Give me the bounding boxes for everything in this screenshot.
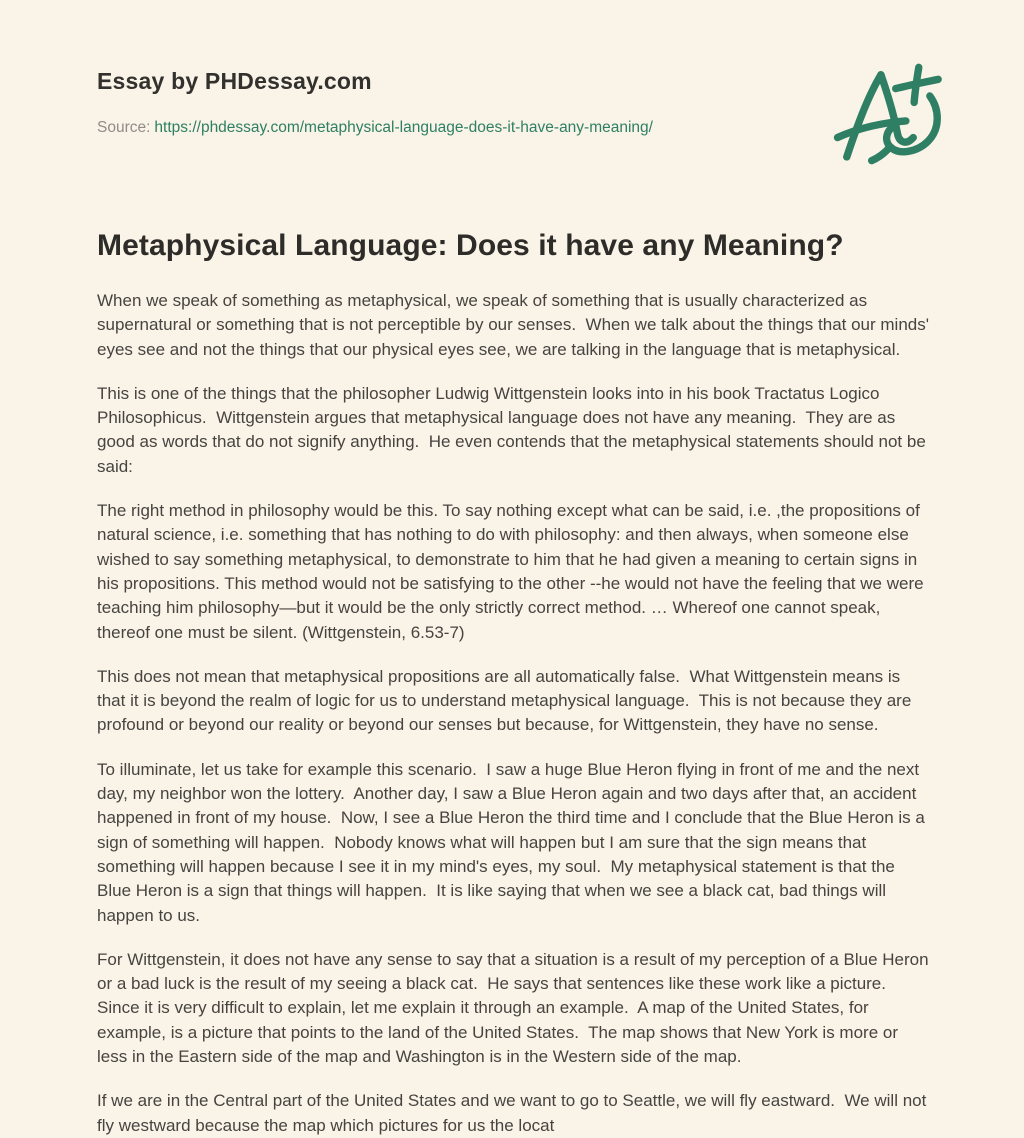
- source-label: Source:: [97, 119, 151, 136]
- essay-paragraph: When we speak of something as metaphysical, we speak of something that is usually characterized as supernatural or something that is not perceptible by our senses. When we talk about the things that our minds' eyes see and not the things that our physical eyes see, we are talking in the language that is metaphysical.: [97, 291, 934, 359]
- essay-paragraph: If we are in the Central part of the United States and we want to go to Seattle, we will fly eastward. We will not fly westward because the map which pictures for us the locat: [97, 1091, 932, 1135]
- essay-paragraph: The right method in philosophy would be this. To say nothing except what can be said, i.e. ,the propositions of natural science, i.e. something that has nothing to do with philosophy: and then always, when someone else wished to say something metaphysical, to demonstrate to him that he had given a meaning to certain signs in his propositions. This method would not be satisfying to the other --he would not have the feeling that we were teaching him philosophy—but it would be the only strictly correct method. … Whereof one cannot speak, thereof one must be silent. (Wittgenstein, 6.53-7): [97, 501, 929, 642]
- essay-paragraph: To illuminate, let us take for example this scenario. I saw a huge Blue Heron flying in front of me and the next day, my neighbor won the lottery. Another day, I saw a Blue Heron again and two days after that, an accident happened in front of my house. Now, I see a Blue Heron the third time and I conclude that the Blue Heron is a sign of something will happen. Nobody knows what will happen but I am sure that the sign means that something will happen because I see it in my mind's eyes, my soul. My metaphysical statement is that the Blue Heron is a sign that things will happen. It is like saying that when we see a black cat, bad things will happen to us.: [97, 759, 930, 925]
- essay-paragraph: This is one of the things that the philosopher Ludwig Wittgenstein looks into in his book Tractatus Logico Philosophicus. Wittgenstein argues that metaphysical language does not have any meaning. They are as good as words that do not signify anything. He even contends that the metaphysical statements should not be said:: [97, 383, 931, 476]
- brand-heading: Essay by PHDessay.com: [97, 68, 372, 94]
- essay-body: [97, 289, 934, 1138]
- page-header: [97, 68, 930, 137]
- source-link[interactable]: https://phdessay.com/metaphysical-language-does-it-have-any-meaning/: [154, 119, 653, 136]
- essay-paragraph: For Wittgenstein, it does not have any sense to say that a situation is a result of my perception of a Blue Heron or a bad luck is the result of my seeing a black cat. He says that sentences like these work like a picture. Since it is very difficult to explain, let me explain it through an example. A map of the United States, for example, is a picture that points to the land of the United States. The map shows that New York is more or less in the Eastern side of the map and Washington is in the Western side of the map.: [97, 949, 934, 1067]
- essay-title: Metaphysical Language: Does it have any Meaning?: [97, 229, 844, 262]
- phdessay-logo-icon: [832, 60, 952, 168]
- essay-content: [97, 229, 934, 1138]
- essay-paragraph: This does not mean that metaphysical propositions are all automatically false. What Wittgenstein means is that it is beyond the realm of logic for us to understand metaphysical language. This is not because they are profound or beyond our reality or beyond our senses but because, for Wittgenstein, they have no sense.: [97, 666, 917, 735]
- source-line: [97, 119, 930, 137]
